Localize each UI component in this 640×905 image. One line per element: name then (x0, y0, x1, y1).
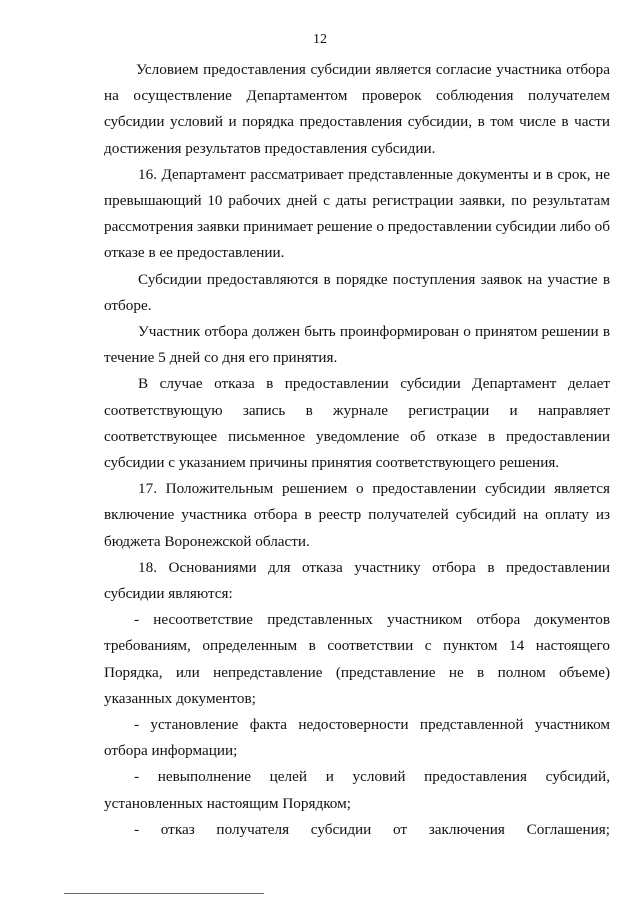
document-body (104, 57, 610, 843)
paragraph-17: 17. Положительным решением о предоставлении субсидии является включение участника отбора в реестр получателей субсидий на оплату из бюджета Воронежской области. (104, 480, 610, 550)
list-item-nonfulfillment: - невыполнение целей и условий предоставления субсидий, установленных настоящим Порядком; (104, 768, 610, 812)
paragraph-16: 16. Департамент рассматривает представленные документы и в срок, не превышающий 10 рабочих дней с даты регистрации заявки, по результатам рассмотрения заявки принимает решение о предоставлении субсидии либо об отказе в ее предоставлении. (104, 165, 610, 262)
paragraph-order-of-applications: Субсидии предоставляются в порядке поступления заявок на участие в отборе. (104, 270, 610, 314)
list-item-noncompliance: - несоответствие представленных участником отбора документов требованиям, определенным в соответствии с пунктом 14 настоящего Порядка, или непредставление (представление не в полном объеме) указанных документов; (104, 611, 610, 707)
page-number: 12 (313, 32, 327, 47)
paragraph-18: 18. Основаниями для отказа участнику отбора в предоставлении субсидии являются: (104, 558, 610, 603)
paragraph-refusal: В случае отказа в предоставлении субсидии Департамент делает соответствующую запись в журнале регистрации и направляет соответствующее письменное уведомление об отказе в предоставлении субсидии с указанием причины принятия соответствующего решения. (104, 375, 610, 472)
list-item-refusal-agreement: - отказ получателя субсидии от заключения Соглашения; (134, 820, 610, 838)
footer-divider (64, 893, 264, 894)
list-item-unreliable-info: - установление факта недостоверности представленной участником отбора информации; (104, 716, 610, 760)
paragraph-notification: Участник отбора должен быть проинформирован о принятом решении в течение 5 дней со дня его принятия. (104, 323, 610, 367)
paragraph-consent: Условием предоставления субсидии является согласие участника отбора на осуществление Департаментом проверок соблюдения получателем субсидии условий и порядка предоставления субсидии, в том числе в части достижения результатов предоставления субсидии. (104, 61, 610, 157)
